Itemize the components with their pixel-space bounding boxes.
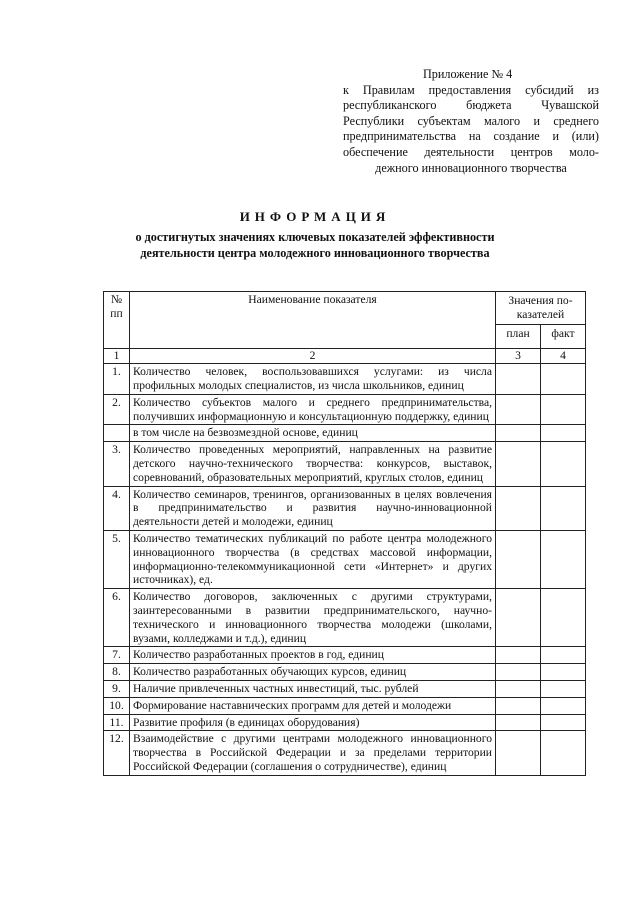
annex-line: предпринимательства на создание и (или) <box>343 129 599 144</box>
header-values: Значения по- казателей <box>496 292 586 325</box>
row-fact-cell <box>541 394 586 425</box>
row-plan-cell <box>496 364 541 395</box>
annex-title: Приложение № 4 <box>423 67 513 81</box>
table-row <box>104 425 586 442</box>
table-header-row <box>104 292 586 325</box>
row-plan-cell <box>496 731 541 775</box>
row-number-cell: 11. <box>104 714 130 731</box>
table-row <box>104 647 586 664</box>
row-plan-cell <box>496 530 541 588</box>
row-number-cell: 4. <box>104 486 130 530</box>
row-fact-cell <box>541 589 586 647</box>
header-fact: факт <box>541 324 586 349</box>
row-number-cell: 7. <box>104 647 130 664</box>
row-name-cell: Формирование наставнических программ для детей и молодежи <box>130 697 496 714</box>
row-name-cell: Количество разработанных проектов в год, единиц <box>130 647 496 664</box>
annex-line: обеспечение деятельности центров моло- <box>343 144 599 159</box>
annex-line: Республики субъектам малого и среднего <box>343 113 599 128</box>
row-name-cell: Взаимодействие с другими центрами молодежного инновационного творчества в Российской Федерации и за пределами территории Российской Федерации (соглашения о сотрудничестве), единиц <box>130 731 496 775</box>
document-title: ИНФОРМАЦИЯ <box>239 209 391 224</box>
row-plan-cell <box>496 647 541 664</box>
row-fact-cell <box>541 364 586 395</box>
annex-line: республиканского бюджета Чувашской <box>343 98 599 113</box>
annex-line: дежного инновационного творчества <box>375 160 567 175</box>
table-index-row <box>104 349 586 364</box>
document-heading <box>100 209 530 261</box>
row-name-cell: Развитие профиля (в единицах оборудования) <box>130 714 496 731</box>
indicators-table <box>103 291 586 776</box>
row-plan-cell <box>496 394 541 425</box>
row-fact-cell <box>541 442 586 486</box>
row-name-cell: Количество договоров, заключенных с другими структурами, заинтересованными в развитии предпринимательского, научно-технического и инновационного творчества молодежи (школами, вузами, колледжами и т.д.), единиц <box>130 589 496 647</box>
row-fact-cell <box>541 697 586 714</box>
table-row <box>104 731 586 775</box>
row-number-cell: 12. <box>104 731 130 775</box>
header-num: № пп <box>104 292 130 349</box>
row-name-cell: Количество человек, воспользовавшихся услугами: из числа профильных молодых специалистов, из числа школьников, единиц <box>130 364 496 395</box>
table-row <box>104 680 586 697</box>
row-fact-cell <box>541 714 586 731</box>
row-plan-cell <box>496 425 541 442</box>
index-cell: 2 <box>130 349 496 364</box>
row-plan-cell <box>496 664 541 681</box>
row-number-cell: 9. <box>104 680 130 697</box>
row-fact-cell <box>541 647 586 664</box>
row-fact-cell <box>541 425 586 442</box>
row-number-cell: 3. <box>104 442 130 486</box>
document-subtitle-line: деятельности центра молодежного инновационного творчества <box>140 245 490 260</box>
row-name-cell: Количество разработанных обучающих курсов, единиц <box>130 664 496 681</box>
index-cell: 3 <box>496 349 541 364</box>
row-number-cell: 6. <box>104 589 130 647</box>
row-plan-cell <box>496 442 541 486</box>
row-number-cell: 1. <box>104 364 130 395</box>
table-row <box>104 442 586 486</box>
table-row <box>104 364 586 395</box>
row-fact-cell <box>541 530 586 588</box>
row-number-cell: 8. <box>104 664 130 681</box>
row-plan-cell <box>496 714 541 731</box>
row-name-cell: Наличие привлеченных частных инвестиций, тыс. рублей <box>130 680 496 697</box>
row-number-cell <box>104 425 130 442</box>
row-number-cell: 10. <box>104 697 130 714</box>
table-row <box>104 530 586 588</box>
row-fact-cell <box>541 486 586 530</box>
annex-block <box>343 67 599 176</box>
row-plan-cell <box>496 589 541 647</box>
table-row <box>104 589 586 647</box>
row-fact-cell <box>541 664 586 681</box>
row-name-cell: Количество семинаров, тренингов, организованных в целях вовлечения в предпринимательство и развития научно-инновационной деятельности детей и молодежи, единиц <box>130 486 496 530</box>
table-row <box>104 486 586 530</box>
row-fact-cell <box>541 680 586 697</box>
row-name-cell: Количество субъектов малого и среднего предпринимательства, получивших информационную и консультационную поддержку, единиц <box>130 394 496 425</box>
index-cell: 1 <box>104 349 130 364</box>
document-subtitle-line: о достигнутых значениях ключевых показателей эффективности <box>135 230 495 244</box>
table-row <box>104 714 586 731</box>
header-name: Наименование показателя <box>130 292 496 349</box>
row-name-cell: Количество проведенных мероприятий, направленных на развитие детского научно-технического творчества: конкурсов, выставок, соревнований, образовательных мероприятий, круглых столов, единиц <box>130 442 496 486</box>
table-row <box>104 697 586 714</box>
row-plan-cell <box>496 680 541 697</box>
annex-line: к Правилам предоставления субсидий из <box>343 82 599 97</box>
header-plan: план <box>496 324 541 349</box>
row-name-cell: Количество тематических публикаций по работе центра молодежного инновационного творчества (в средствах массовой информации, информационно-телекоммуникационной сети «Интернет» и других источниках), ед. <box>130 530 496 588</box>
row-number-cell: 2. <box>104 394 130 425</box>
row-plan-cell <box>496 697 541 714</box>
row-plan-cell <box>496 486 541 530</box>
table-row <box>104 394 586 425</box>
index-cell: 4 <box>541 349 586 364</box>
row-fact-cell <box>541 731 586 775</box>
table-row <box>104 664 586 681</box>
row-number-cell: 5. <box>104 530 130 588</box>
row-name-cell: в том числе на безвозмездной основе, единиц <box>130 425 496 442</box>
